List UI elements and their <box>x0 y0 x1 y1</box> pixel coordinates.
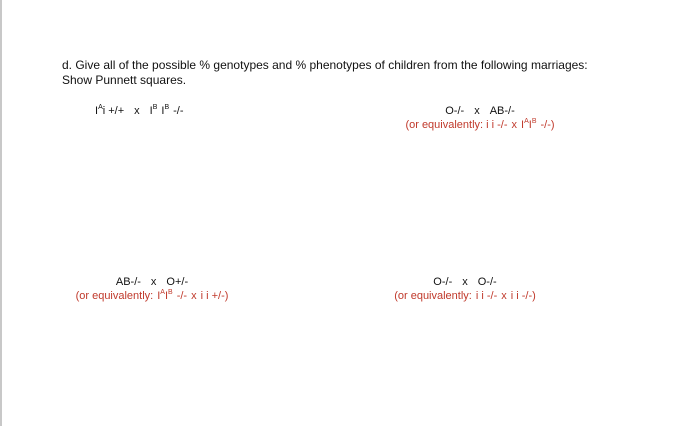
text-fragment: I <box>95 105 99 117</box>
text-fragment: B <box>168 289 173 296</box>
text-fragment: -/-) <box>540 119 555 131</box>
text-fragment: I <box>149 105 153 117</box>
text-fragment: x <box>191 290 197 302</box>
text-fragment: B <box>531 118 537 125</box>
text-fragment: A <box>160 289 165 296</box>
cross-2-main <box>385 104 575 118</box>
cross-3-x: x <box>150 276 157 288</box>
cross-1-x: x <box>134 105 140 117</box>
cross-4-main <box>375 275 555 289</box>
cross-2-x: x <box>474 105 480 117</box>
text-fragment: A <box>524 118 529 125</box>
cross-3 <box>58 275 246 303</box>
cross-4-x: x <box>462 276 468 288</box>
cross-4-parent-2: O-/- <box>477 276 497 288</box>
text-fragment: I <box>528 119 532 131</box>
text-fragment: i i -/- <box>475 290 498 302</box>
cross-1-parent-1 <box>95 105 124 117</box>
cross-3-parent-1: AB-/- <box>115 276 141 288</box>
cross-3-main <box>58 275 246 289</box>
text-fragment: I <box>521 119 525 131</box>
cross-1 <box>95 104 184 118</box>
cross-4-parent-1: O-/- <box>433 276 453 288</box>
question-line-1: d. Give all of the possible % genotypes and % phenotypes of children from the following marriages: <box>62 58 588 72</box>
cross-2-parent-1: O-/- <box>445 105 465 117</box>
page-left-border <box>0 0 2 426</box>
text-fragment: I <box>161 105 165 117</box>
text-fragment: i +/+ <box>102 105 125 117</box>
text-fragment: I <box>164 290 169 302</box>
text-fragment: i i +/-) <box>200 290 229 302</box>
text-fragment: A <box>98 104 103 111</box>
cross-4 <box>375 275 555 303</box>
cross-4-equivalent <box>375 289 555 303</box>
cross-2 <box>385 104 575 132</box>
cross-3-parent-2: O+/- <box>166 276 189 288</box>
cross-2-parent-2: AB-/- <box>489 105 515 117</box>
text-fragment: -/- <box>176 290 188 302</box>
text-fragment: (or equivalently: i i -/- <box>405 119 508 131</box>
cross-1-parent-2 <box>150 105 184 117</box>
question-text <box>62 58 588 88</box>
text-fragment: I <box>157 290 161 302</box>
text-fragment: -/- <box>173 105 184 117</box>
text-fragment: i i -/-) <box>510 290 536 302</box>
question-line-2: Show Punnett squares. <box>62 73 187 87</box>
text-fragment: (or equivalently: <box>75 290 154 302</box>
text-fragment: B <box>152 104 158 111</box>
text-fragment: B <box>164 104 170 111</box>
cross-3-equivalent <box>58 289 246 303</box>
text-fragment: (or equivalently: <box>394 290 472 302</box>
text-fragment: x <box>501 290 507 302</box>
cross-2-equivalent <box>385 118 575 132</box>
text-fragment: x <box>511 119 518 131</box>
